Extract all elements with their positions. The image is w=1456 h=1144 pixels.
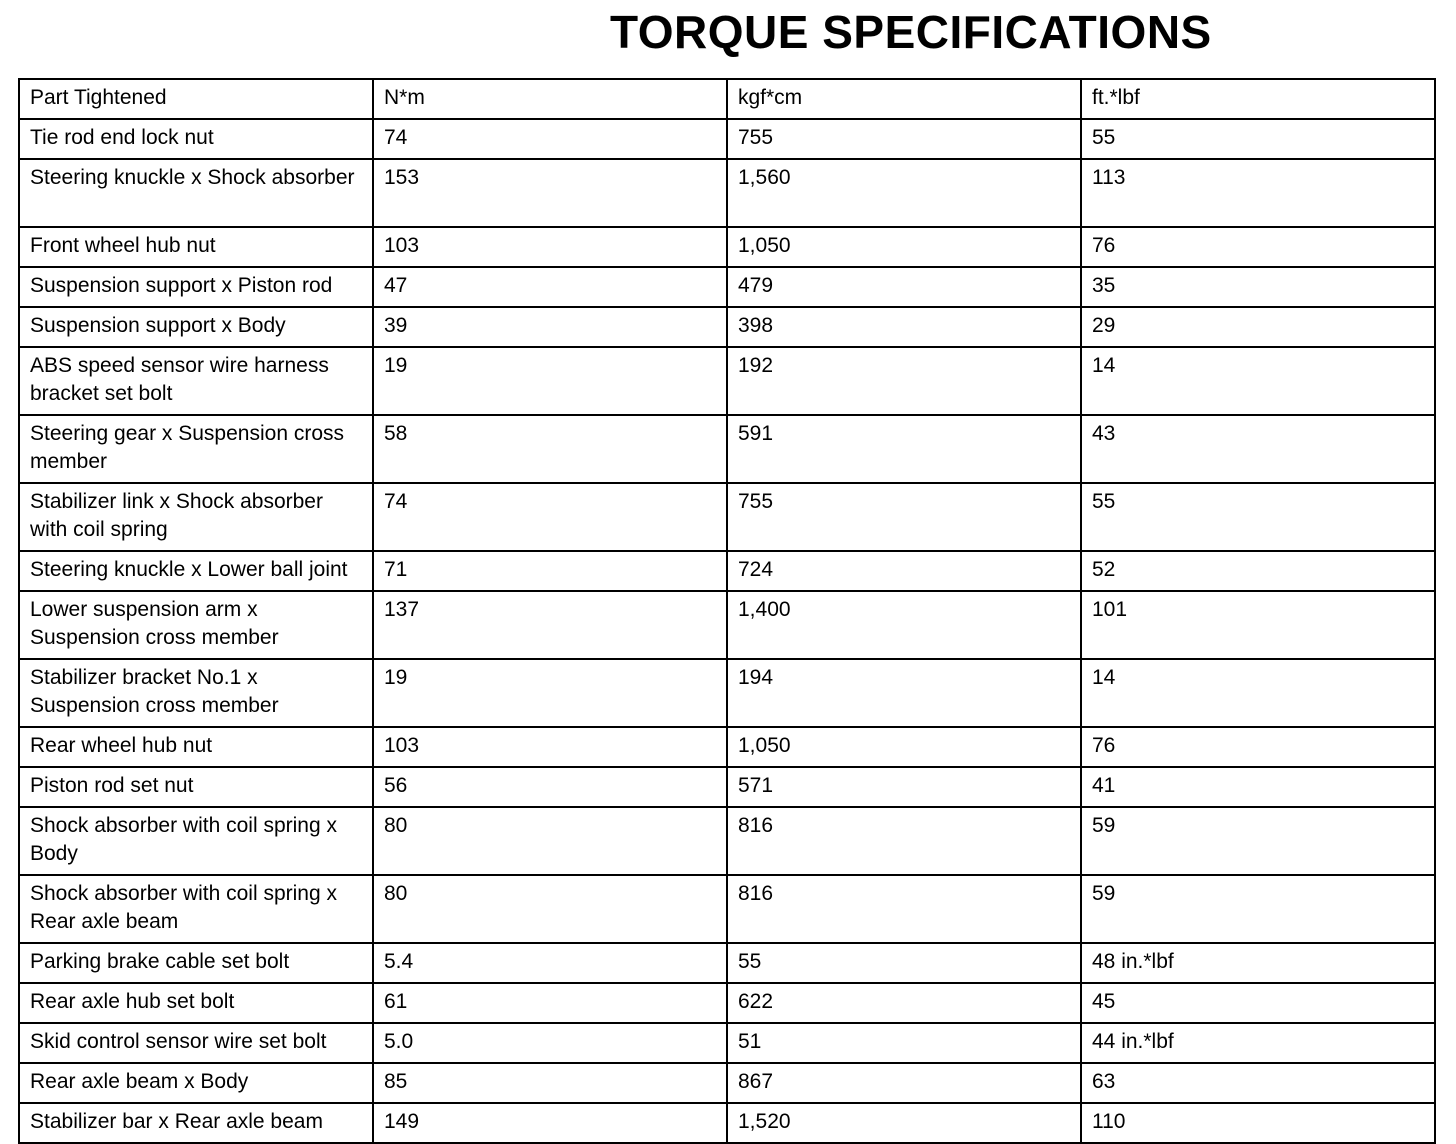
nm-cell: 47 bbox=[373, 267, 727, 307]
nm-cell: 74 bbox=[373, 483, 727, 551]
ftlbf-cell: 44 in.*lbf bbox=[1081, 1023, 1435, 1063]
part-cell: Lower suspension arm x Suspension cross member bbox=[19, 591, 373, 659]
header-part-tightened: Part Tightened bbox=[19, 79, 373, 119]
ftlbf-cell: 76 bbox=[1081, 727, 1435, 767]
kgfcm-cell: 192 bbox=[727, 347, 1081, 415]
nm-cell: 71 bbox=[373, 551, 727, 591]
nm-cell: 61 bbox=[373, 983, 727, 1023]
header-ftlbf: ft.*lbf bbox=[1081, 79, 1435, 119]
part-cell: Steering knuckle x Lower ball joint bbox=[19, 551, 373, 591]
kgfcm-cell: 1,520 bbox=[727, 1103, 1081, 1143]
ftlbf-cell: 48 in.*lbf bbox=[1081, 943, 1435, 983]
part-cell: Skid control sensor wire set bolt bbox=[19, 1023, 373, 1063]
part-cell: Rear wheel hub nut bbox=[19, 727, 373, 767]
part-cell: Front wheel hub nut bbox=[19, 227, 373, 267]
ftlbf-cell: 29 bbox=[1081, 307, 1435, 347]
kgfcm-cell: 755 bbox=[727, 119, 1081, 159]
table-row bbox=[19, 807, 1435, 875]
table-row bbox=[19, 227, 1435, 267]
nm-cell: 149 bbox=[373, 1103, 727, 1143]
table-row bbox=[19, 483, 1435, 551]
kgfcm-cell: 1,560 bbox=[727, 159, 1081, 227]
nm-cell: 85 bbox=[373, 1063, 727, 1103]
nm-cell: 5.4 bbox=[373, 943, 727, 983]
table-row bbox=[19, 983, 1435, 1023]
ftlbf-cell: 41 bbox=[1081, 767, 1435, 807]
part-cell: Rear axle hub set bolt bbox=[19, 983, 373, 1023]
part-cell: Shock absorber with coil spring x Rear axle beam bbox=[19, 875, 373, 943]
header-nm: N*m bbox=[373, 79, 727, 119]
part-cell: Stabilizer link x Shock absorber with coil spring bbox=[19, 483, 373, 551]
part-cell: Suspension support x Body bbox=[19, 307, 373, 347]
ftlbf-cell: 59 bbox=[1081, 807, 1435, 875]
ftlbf-cell: 63 bbox=[1081, 1063, 1435, 1103]
table-row bbox=[19, 119, 1435, 159]
nm-cell: 80 bbox=[373, 875, 727, 943]
table-row bbox=[19, 591, 1435, 659]
nm-cell: 103 bbox=[373, 227, 727, 267]
part-cell: Stabilizer bar x Rear axle beam bbox=[19, 1103, 373, 1143]
ftlbf-cell: 101 bbox=[1081, 591, 1435, 659]
table-row bbox=[19, 267, 1435, 307]
torque-spec-table bbox=[18, 78, 1436, 1144]
kgfcm-cell: 1,050 bbox=[727, 227, 1081, 267]
table-row bbox=[19, 347, 1435, 415]
ftlbf-cell: 55 bbox=[1081, 483, 1435, 551]
ftlbf-cell: 55 bbox=[1081, 119, 1435, 159]
table-row bbox=[19, 1023, 1435, 1063]
ftlbf-cell: 110 bbox=[1081, 1103, 1435, 1143]
table-row bbox=[19, 159, 1435, 227]
page-title: TORQUE SPECIFICATIONS bbox=[610, 6, 1212, 58]
ftlbf-cell: 45 bbox=[1081, 983, 1435, 1023]
kgfcm-cell: 571 bbox=[727, 767, 1081, 807]
kgfcm-cell: 755 bbox=[727, 483, 1081, 551]
table-row bbox=[19, 551, 1435, 591]
kgfcm-cell: 479 bbox=[727, 267, 1081, 307]
ftlbf-cell: 14 bbox=[1081, 347, 1435, 415]
part-cell: Suspension support x Piston rod bbox=[19, 267, 373, 307]
part-cell: Steering gear x Suspension cross member bbox=[19, 415, 373, 483]
table-row bbox=[19, 875, 1435, 943]
ftlbf-cell: 113 bbox=[1081, 159, 1435, 227]
kgfcm-cell: 55 bbox=[727, 943, 1081, 983]
part-cell: Tie rod end lock nut bbox=[19, 119, 373, 159]
part-cell: Steering knuckle x Shock absorber bbox=[19, 159, 373, 227]
nm-cell: 103 bbox=[373, 727, 727, 767]
kgfcm-cell: 398 bbox=[727, 307, 1081, 347]
nm-cell: 5.0 bbox=[373, 1023, 727, 1063]
kgfcm-cell: 194 bbox=[727, 659, 1081, 727]
nm-cell: 74 bbox=[373, 119, 727, 159]
table-row bbox=[19, 1063, 1435, 1103]
kgfcm-cell: 622 bbox=[727, 983, 1081, 1023]
ftlbf-cell: 35 bbox=[1081, 267, 1435, 307]
part-cell: Parking brake cable set bolt bbox=[19, 943, 373, 983]
ftlbf-cell: 14 bbox=[1081, 659, 1435, 727]
nm-cell: 58 bbox=[373, 415, 727, 483]
table-row bbox=[19, 767, 1435, 807]
part-cell: Shock absorber with coil spring x Body bbox=[19, 807, 373, 875]
part-cell: Piston rod set nut bbox=[19, 767, 373, 807]
part-cell: Rear axle beam x Body bbox=[19, 1063, 373, 1103]
table-row bbox=[19, 1103, 1435, 1143]
part-cell: Stabilizer bracket No.1 x Suspension cross member bbox=[19, 659, 373, 727]
table-row bbox=[19, 659, 1435, 727]
table-header-row bbox=[19, 79, 1435, 119]
kgfcm-cell: 816 bbox=[727, 875, 1081, 943]
kgfcm-cell: 591 bbox=[727, 415, 1081, 483]
nm-cell: 80 bbox=[373, 807, 727, 875]
kgfcm-cell: 724 bbox=[727, 551, 1081, 591]
table-row bbox=[19, 415, 1435, 483]
ftlbf-cell: 59 bbox=[1081, 875, 1435, 943]
table-row bbox=[19, 307, 1435, 347]
nm-cell: 56 bbox=[373, 767, 727, 807]
ftlbf-cell: 43 bbox=[1081, 415, 1435, 483]
header-kgfcm: kgf*cm bbox=[727, 79, 1081, 119]
nm-cell: 153 bbox=[373, 159, 727, 227]
kgfcm-cell: 867 bbox=[727, 1063, 1081, 1103]
nm-cell: 39 bbox=[373, 307, 727, 347]
nm-cell: 137 bbox=[373, 591, 727, 659]
kgfcm-cell: 1,400 bbox=[727, 591, 1081, 659]
ftlbf-cell: 76 bbox=[1081, 227, 1435, 267]
kgfcm-cell: 1,050 bbox=[727, 727, 1081, 767]
nm-cell: 19 bbox=[373, 347, 727, 415]
part-cell: ABS speed sensor wire harness bracket set bolt bbox=[19, 347, 373, 415]
kgfcm-cell: 816 bbox=[727, 807, 1081, 875]
table-row bbox=[19, 943, 1435, 983]
table-row bbox=[19, 727, 1435, 767]
ftlbf-cell: 52 bbox=[1081, 551, 1435, 591]
kgfcm-cell: 51 bbox=[727, 1023, 1081, 1063]
nm-cell: 19 bbox=[373, 659, 727, 727]
